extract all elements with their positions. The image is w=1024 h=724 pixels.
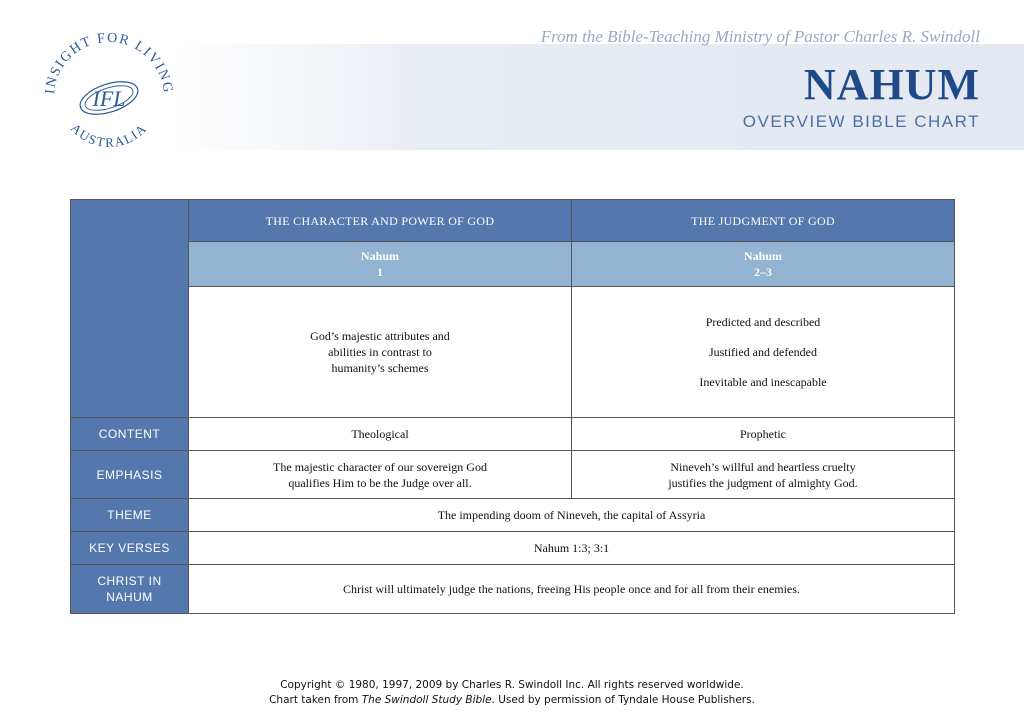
emphasis-line: Nineveh’s willful and heartless cruelty bbox=[670, 459, 856, 474]
content-value-1: Theological bbox=[189, 418, 572, 451]
logo-monogram bbox=[76, 75, 142, 120]
christ-label-line: NAHUM bbox=[106, 590, 153, 604]
reference-book-2: Nahum bbox=[743, 249, 782, 263]
content-row bbox=[71, 418, 955, 451]
summary-row bbox=[71, 287, 955, 418]
theme-value: The impending doom of Nineveh, the capital of Assyria bbox=[189, 499, 955, 532]
judgment-point: Inevitable and inescapable bbox=[699, 375, 827, 389]
theme-row bbox=[71, 499, 955, 532]
key-verses-value: Nahum 1:3; 3:1 bbox=[189, 532, 955, 565]
christ-label bbox=[71, 565, 189, 614]
reference-range-1: 1 bbox=[377, 265, 383, 279]
overview-chart bbox=[70, 199, 955, 614]
content-value-2: Prophetic bbox=[572, 418, 955, 451]
copyright-line: Copyright © 1980, 1997, 2009 by Charles R. Swindoll Inc. All rights reserved worldwide. bbox=[280, 679, 744, 691]
section-reference-2 bbox=[572, 242, 955, 287]
logo-text-top: INSIGHT FOR LIVING bbox=[43, 30, 176, 95]
emphasis-label: EMPHASIS bbox=[71, 451, 189, 499]
summary-line: abilities in contrast to bbox=[328, 345, 432, 359]
copyright-notice bbox=[0, 678, 1024, 708]
page-title: NAHUM bbox=[803, 60, 980, 109]
section-reference-1 bbox=[189, 242, 572, 287]
emphasis-line: justifies the judgment of almighty God. bbox=[668, 475, 858, 490]
credit-prefix: Chart taken from bbox=[269, 694, 362, 706]
logo-text-bottom: AUSTRALIA bbox=[68, 120, 150, 151]
ministry-line: From the Bible-Teaching Ministry of Pastor Charles R. Swindoll bbox=[540, 27, 980, 46]
key-verses-row bbox=[71, 532, 955, 565]
reference-range-2: 2–3 bbox=[754, 265, 772, 279]
label-column-top bbox=[71, 200, 189, 418]
section-heading-1: THE CHARACTER AND POWER OF GOD bbox=[189, 200, 572, 242]
page-subtitle: OVERVIEW BIBLE CHART bbox=[742, 112, 980, 131]
emphasis-line: The majestic character of our sovereign God bbox=[273, 459, 487, 474]
insight-for-living-logo bbox=[40, 28, 178, 166]
emphasis-value-1 bbox=[189, 451, 572, 499]
emphasis-value-2 bbox=[572, 451, 955, 499]
content-label: CONTENT bbox=[71, 418, 189, 451]
judgment-point: Predicted and described bbox=[705, 315, 821, 329]
logo-monogram-letters: IFL bbox=[92, 86, 126, 111]
christ-label-line: CHRIST IN bbox=[97, 574, 162, 588]
summary-line: God’s majestic attributes and bbox=[310, 329, 450, 343]
theme-label: THEME bbox=[71, 499, 189, 532]
credit-title: The Swindoll Study Bible bbox=[361, 694, 492, 706]
judgment-point: Justified and defended bbox=[709, 345, 817, 359]
section-heading-2: THE JUDGMENT OF GOD bbox=[572, 200, 955, 242]
reference-row bbox=[71, 242, 955, 287]
svg-text:AUSTRALIA bbox=[68, 120, 150, 150]
christ-row bbox=[71, 565, 955, 614]
emphasis-line: qualifies Him to be the Judge over all. bbox=[288, 475, 472, 490]
credit-suffix: . Used by permission of Tyndale House Publishers. bbox=[491, 694, 755, 706]
emphasis-row bbox=[71, 451, 955, 499]
key-verses-label: KEY VERSES bbox=[71, 532, 189, 565]
credit-line bbox=[0, 693, 1024, 708]
summary-line: humanity’s schemes bbox=[331, 361, 429, 375]
reference-book-1: Nahum bbox=[360, 249, 399, 263]
section-heading-row bbox=[71, 200, 955, 242]
section-summary-1 bbox=[189, 287, 572, 418]
christ-value: Christ will ultimately judge the nations, freeing His people once and for all from their enemies. bbox=[189, 565, 955, 614]
section-summary-2 bbox=[572, 287, 955, 418]
